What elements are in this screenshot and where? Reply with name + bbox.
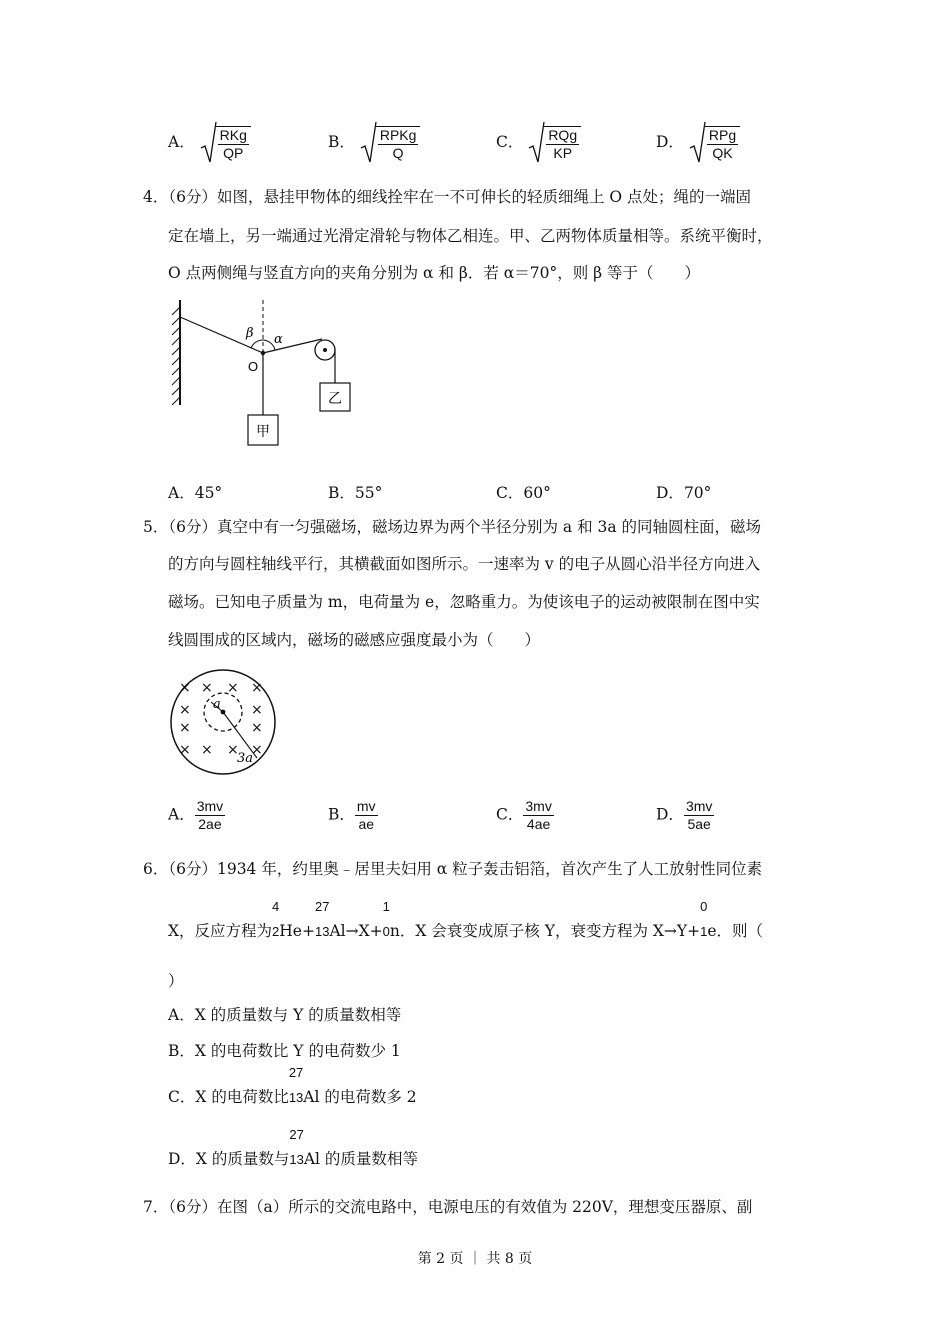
svg-text:×: × [179,742,191,758]
q3-option-d[interactable]: D． $\frac{\text{RPg}}{QK}$ [656,124,740,162]
q6-line-2: X，反应方程为 4 2He+ 27 13Al→X+ 1 0n．X 会衰变成原子核 Y，衰变方程为 X→Y+ 0 1e．则（ [168,899,764,940]
inner-radius-label: a [213,697,221,712]
svg-text:×: × [251,720,263,736]
rope-right [263,339,322,353]
svg-text:×: × [179,680,191,696]
q6-option-b[interactable]: B．X 的电荷数比 Y 的电荷数少 1 [168,1042,401,1060]
svg-text:×: × [179,720,191,736]
q7-line-1: 7．（6分）在图（a）所示的交流电路中，电源电压的有效值为 220V，理想变压器原、副 [143,1198,753,1216]
svg-text:×: × [251,702,263,718]
q6-line-1: 6．（6分）1934 年，约里奥﹣居里夫妇用 α 粒子轰击铝箔，首次产生了人工放射性同位素 [143,860,763,878]
q4-line-3: O 点两侧绳与竖直方向的夹角分别为 α 和 β．若 α＝70°，则 β 等于（ ） [168,264,701,282]
beta-arc [251,340,263,348]
q5-line-4: 线圆围成的区域内，磁场的磁感应强度最小为（ ） [168,631,541,649]
q5-option-d[interactable]: D． $\frac{3mv}{5ae}$ [656,798,713,832]
q5-figure [165,668,283,780]
svg-text:×: × [201,680,213,696]
q4-option-c[interactable]: C．60° [496,484,551,502]
alpha-label: α [274,332,283,347]
q6-option-c[interactable]: C．X 的电荷数比 27 13Al 的电荷数多 2 [168,1065,417,1106]
q4-line-2: 定在墙上，另一端通过光滑定滑轮与物体乙相连。甲、乙两物体质量相等。系统平衡时， [168,227,773,245]
o-label: O [248,359,259,374]
q5-line-1: 5．（6分）真空中有一匀强磁场，磁场边界为两个半径分别为 a 和 3a 的同轴圆柱面，磁场 [143,518,762,536]
beta-label: β [246,326,254,341]
sqrt-icon [360,120,378,166]
svg-text:×: × [227,680,239,696]
q3-option-c[interactable]: C． $\frac{\text{RQg}}{KP}$ [496,124,581,162]
q6-option-d[interactable]: D．X 的质量数与 27 13Al 的质量数相等 [168,1127,418,1168]
q3-option-a[interactable]: A． $\frac{\text{RKg}}{QP}$ [168,124,251,162]
svg-text:×: × [201,742,213,758]
q5-line-2: 的方向与圆柱轴线平行，其横截面如图所示。一速率为 v 的电子从圆心沿半径方向进入 [168,555,761,573]
svg-text:×: × [179,702,191,718]
q5-option-b[interactable]: B． $\frac{mv}{ae}$ [328,798,376,832]
svg-text:×: × [251,680,263,696]
outer-radius-label: 3a [237,751,254,766]
box-yi-label: 乙 [328,391,342,407]
sqrt-icon [528,120,546,166]
q4-option-d[interactable]: D．70° [656,484,712,502]
svg-text:×: × [251,742,263,758]
page-footer: 第 2 页 ｜ 共 8 页 [417,1251,533,1267]
q5-option-a[interactable]: A． $\frac{3mv}{2ae}$ [168,798,224,832]
field-cross-marks [179,680,263,758]
sqrt-icon [689,120,707,166]
q5-option-c[interactable]: C． $\frac{3mv}{4ae}$ [496,798,552,832]
q6-line-3: ） [168,972,184,990]
q4-line-1: 4．（6分）如图，悬挂甲物体的细线拴牢在一不可伸长的轻质细绳上 O 点处；绳的一端固 [143,188,752,206]
q4-figure [160,295,360,450]
q4-option-b[interactable]: B．55° [328,484,383,502]
q4-option-a[interactable]: A．45° [168,484,223,502]
q6-option-a[interactable]: A．X 的质量数与 Y 的质量数相等 [168,1006,402,1024]
svg-text:×: × [227,742,239,758]
q5-line-3: 磁场。已知电子质量为 m，电荷量为 e，忽略重力。为使该电子的运动被限制在图中实 [168,593,760,611]
q3-option-b[interactable]: B． $\frac{\text{RPKg}}{Q}$ [328,124,420,162]
sqrt-icon [200,120,218,166]
box-jia-label: 甲 [256,424,270,440]
wall-hatch [172,307,180,405]
